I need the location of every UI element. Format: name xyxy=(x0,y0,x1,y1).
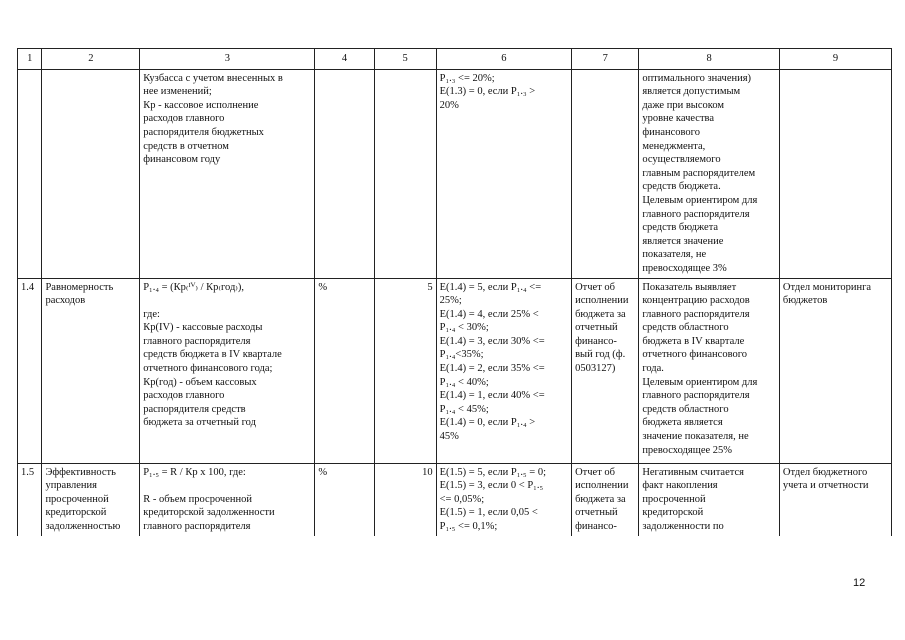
text-line: Целевым ориентиром для xyxy=(642,194,758,206)
formula-description xyxy=(143,493,311,534)
text-line: уровне качества xyxy=(642,113,715,125)
cell-unit xyxy=(315,69,374,278)
text-line: значение показателя, не xyxy=(642,431,749,443)
table-row-1-4 xyxy=(18,278,892,463)
text-line: средств бюджета xyxy=(642,222,719,234)
text-line: Кр(IV) - кассовые расходы xyxy=(143,322,263,334)
cell-formula xyxy=(140,463,315,536)
text-line: нее изменений; xyxy=(143,86,212,98)
cell-responsible xyxy=(779,69,891,278)
cell-scoring xyxy=(436,463,571,536)
text-line: главного распорядителя xyxy=(642,308,750,320)
text-line: финансовом году xyxy=(143,154,221,166)
cell-weight: 5 xyxy=(374,278,436,463)
cell-scoring xyxy=(436,69,571,278)
spacer xyxy=(143,294,311,308)
text-line: превосходящее 3% xyxy=(642,262,727,274)
text-line: средств областного xyxy=(642,322,729,334)
text-line: Эффективность xyxy=(45,466,116,478)
text-line: Целевым ориентиром для xyxy=(642,376,758,388)
text-line: отчетного финансового года; xyxy=(143,363,273,375)
text-line: бюджетов xyxy=(782,295,828,307)
header-col-6: 6 xyxy=(436,49,571,70)
cell-name xyxy=(42,69,140,278)
text-line: E(1.4) = 3, если 30% <= xyxy=(439,335,545,347)
text-line: главного распорядителя xyxy=(642,390,750,402)
text-line: управления xyxy=(45,480,98,492)
text-line: E(1.4) = 1, если 40% <= xyxy=(439,390,545,402)
text-line: E(1.4) = 5, если P₁.₄ <= xyxy=(439,281,542,293)
text-line: факт накопления xyxy=(642,480,718,492)
cell-number: 1.4 xyxy=(18,278,42,463)
text-line: вый год (ф. xyxy=(575,349,626,361)
header-col-5: 5 xyxy=(374,49,436,70)
text-line: средств бюджета. xyxy=(642,181,721,193)
header-col-3: 3 xyxy=(140,49,315,70)
text-line: распорядителя средств xyxy=(143,403,246,415)
text-line: задолженности по xyxy=(642,520,724,532)
text-line: 25%; xyxy=(439,295,462,307)
cell-formula xyxy=(140,69,315,278)
text-line: бюджета за xyxy=(575,308,626,320)
text-line: концентрацию расходов xyxy=(642,295,750,307)
cell-source xyxy=(572,69,639,278)
formula-where: где: xyxy=(143,308,160,320)
cell-comment xyxy=(639,69,780,278)
text-line: <= 0,05%; xyxy=(439,493,485,505)
text-line: кредиторской xyxy=(45,507,107,519)
text-line: осуществляемого xyxy=(642,154,721,166)
cell-number: 1.5 xyxy=(18,463,42,536)
text-line: исполнении xyxy=(575,295,629,307)
table-row-continuation xyxy=(18,69,892,278)
cell-responsible xyxy=(779,463,891,536)
text-line: Кузбасса с учетом внесенных в xyxy=(143,72,283,84)
cell-formula xyxy=(140,278,315,463)
table-row-1-5 xyxy=(18,463,892,536)
text-line: бюджета в IV квартале xyxy=(642,335,745,347)
cell-weight xyxy=(374,69,436,278)
text-line: менеджмента, xyxy=(642,140,706,152)
text-line: показателя, не xyxy=(642,249,707,261)
header-col-9: 9 xyxy=(779,49,891,70)
text-line: E(1.4) = 4, если 25% < xyxy=(439,308,539,320)
text-line: отчетного финансового xyxy=(642,349,747,361)
text-line: E(1.5) = 1, если 0,05 < xyxy=(439,507,538,519)
text-line: P₁.₄ < 45%; xyxy=(439,403,489,415)
page-number: 12 xyxy=(853,577,866,589)
text-line: P₁.₅ <= 0,1%; xyxy=(439,520,498,532)
text-line: бюджета за xyxy=(575,493,626,505)
cell-comment xyxy=(639,463,780,536)
text-line: E(1.5) = 3, если 0 < P₁.₅ xyxy=(439,480,544,492)
text-line: финансо- xyxy=(575,335,617,347)
indicator-table xyxy=(17,48,892,536)
text-line: финансового xyxy=(642,126,700,138)
cell-responsible xyxy=(779,278,891,463)
header-col-7: 7 xyxy=(572,49,639,70)
text-line: Отчет об xyxy=(575,466,616,478)
text-line: расходов главного xyxy=(143,113,225,125)
text-line: является значение xyxy=(642,235,724,247)
text-line: средств бюджета в IV квартале xyxy=(143,349,282,361)
text-line: года. xyxy=(642,363,664,375)
text-line: даже при высоком xyxy=(642,99,725,111)
text-line: просроченной xyxy=(45,493,109,505)
text-line: является допустимым xyxy=(642,86,741,98)
text-line: Кр - кассовое исполнение xyxy=(143,99,259,111)
text-line: E(1.5) = 5, если P₁.₅ = 0; xyxy=(439,466,547,478)
text-line: 45% xyxy=(439,431,459,443)
cell-unit: % xyxy=(315,278,374,463)
text-line: учета и отчетности xyxy=(782,480,869,492)
text-line: P₁.₃ <= 20%; xyxy=(439,72,495,84)
text-line: Равномерность xyxy=(45,281,114,293)
text-line: главного распорядителя xyxy=(143,335,251,347)
text-line: превосходящее 25% xyxy=(642,444,733,456)
formula-main: P₁.₄ = (Кр₍ᴵⱽ₎ / Кр₍год₎), xyxy=(143,281,244,293)
cell-number xyxy=(18,69,42,278)
formula-description xyxy=(143,321,311,430)
header-col-2: 2 xyxy=(42,49,140,70)
cell-name xyxy=(42,278,140,463)
text-line: просроченной xyxy=(642,493,706,505)
text-line: отчетный xyxy=(575,507,618,519)
text-line: Отдел бюджетного xyxy=(782,466,868,478)
text-line: Отдел мониторинга xyxy=(782,281,872,293)
text-line: P₁.₄<35%; xyxy=(439,349,484,361)
text-line: главным распорядителем xyxy=(642,167,756,179)
text-line: Показатель выявляет xyxy=(642,281,737,293)
header-col-4: 4 xyxy=(315,49,374,70)
cell-scoring xyxy=(436,278,571,463)
text-line: 0503127) xyxy=(575,363,616,375)
text-line: бюджета является xyxy=(642,417,723,429)
cell-source xyxy=(572,463,639,536)
text-line: E(1.4) = 2, если 35% <= xyxy=(439,363,545,375)
text-line: задолженностью xyxy=(45,520,121,532)
formula-main: P₁.₅ = R / Кр х 100, где: xyxy=(143,466,246,478)
text-line: R - объем просроченной xyxy=(143,493,252,505)
header-col-1: 1 xyxy=(18,49,42,70)
text-line: кредиторской задолженности xyxy=(143,507,275,519)
text-line: P₁.₄ < 30%; xyxy=(439,322,489,334)
text-line: финансо- xyxy=(575,520,617,532)
text-line: оптимального значения) xyxy=(642,72,752,84)
text-line: распорядителя бюджетных xyxy=(143,126,264,138)
text-line: E(1.3) = 0, если P₁.₃ > xyxy=(439,86,536,98)
cell-name xyxy=(42,463,140,536)
header-row xyxy=(18,49,892,70)
text-line: отчетный xyxy=(575,322,618,334)
text-line: средств областного xyxy=(642,403,729,415)
text-line: главного распорядителя xyxy=(642,208,750,220)
text-line: средств в отчетном xyxy=(143,140,229,152)
spacer xyxy=(143,479,311,493)
text-line: расходов xyxy=(45,295,86,307)
cell-weight: 10 xyxy=(374,463,436,536)
text-line: Негативным считается xyxy=(642,466,744,478)
cell-comment xyxy=(639,278,780,463)
text-line: E(1.4) = 0, если P₁.₄ > xyxy=(439,417,536,429)
text-line: 20% xyxy=(439,99,459,111)
text-line: P₁.₄ < 40%; xyxy=(439,376,489,388)
cell-source xyxy=(572,278,639,463)
cell-unit: % xyxy=(315,463,374,536)
text-line: бюджета за отчетный год xyxy=(143,417,256,429)
text-line: Отчет об xyxy=(575,281,616,293)
text-line: Кр(год) - объем кассовых xyxy=(143,376,257,388)
header-col-8: 8 xyxy=(639,49,780,70)
text-line: исполнении xyxy=(575,480,629,492)
text-line: кредиторской xyxy=(642,507,704,519)
text-line: главного распорядителя xyxy=(143,520,251,532)
text-line: расходов главного xyxy=(143,390,225,402)
